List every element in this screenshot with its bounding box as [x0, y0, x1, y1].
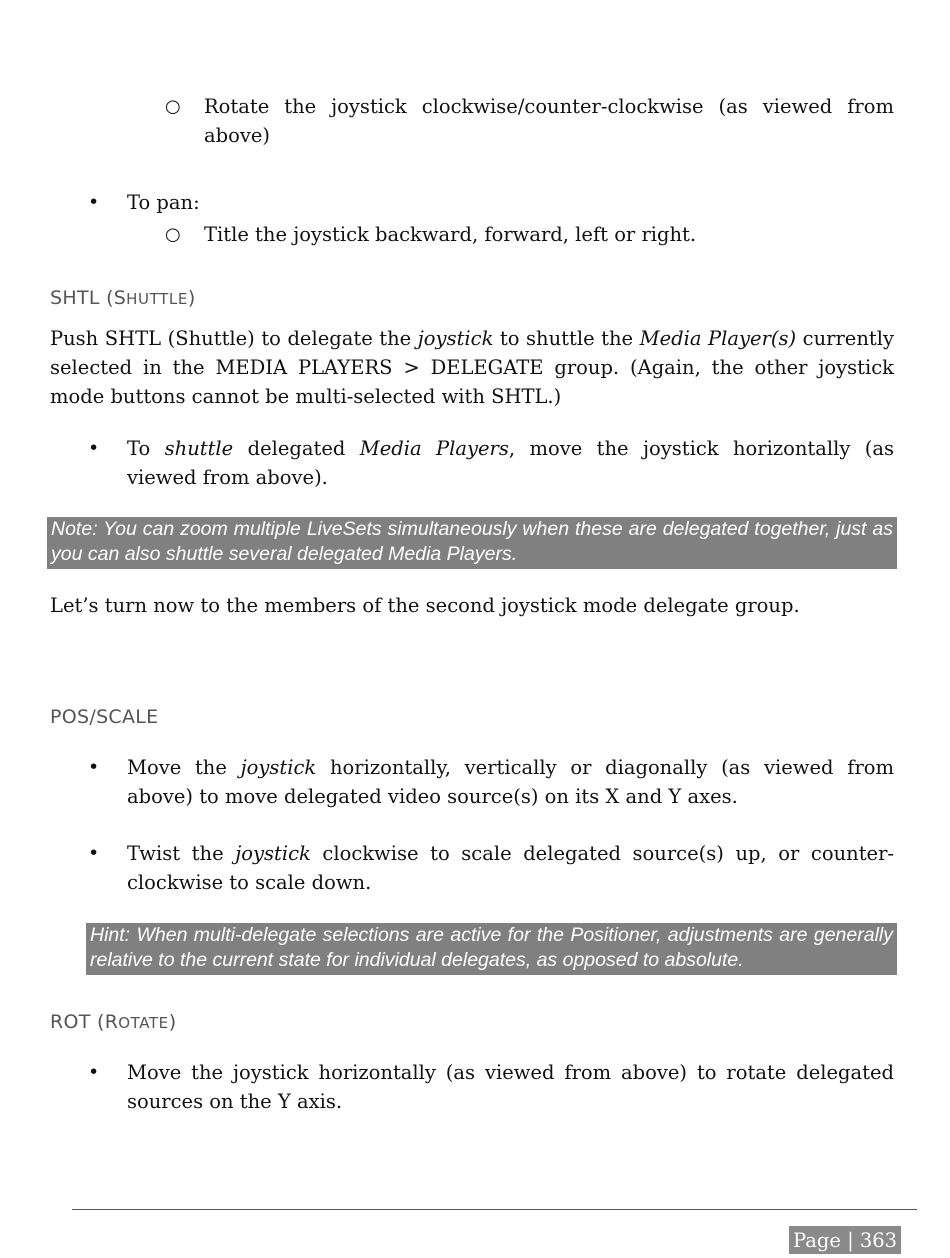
- hint-box: Hint: When multi-delegate selections are active for the Positioner, adjustments are generally relative to the current state for individual delegates, as opposed to absolute.: [86, 923, 897, 975]
- pan-label: To pan:: [127, 191, 200, 214]
- pan-instruction: Title the joystick backward, forward, left or right.: [204, 223, 697, 246]
- page-number: Page | 363: [789, 1226, 901, 1254]
- bullet-marker: •: [88, 756, 100, 778]
- sub-bullet-marker: ○: [165, 224, 181, 245]
- sub-bullet-marker: ○: [165, 96, 181, 117]
- note-box: Note: You can zoom multiple LiveSets simultaneously when these are delegated together, just as you can also shuttle several delegated Media Players.: [47, 517, 897, 569]
- bullet-marker: •: [88, 842, 100, 864]
- transition-paragraph: Let’s turn now to the members of the second joystick mode delegate group.: [50, 594, 800, 617]
- bullet-marker: •: [88, 191, 100, 213]
- rot-bullet: Move the joystick horizontally (as viewed from above) to rotate delegated sources on the Y axis.: [127, 1061, 894, 1113]
- shtl-paragraph: Push SHTL (Shuttle) to delegate the joystick to shuttle the Media Player(s) currently selected in the MEDIA PLAYERS > DELEGATE group. (Again, the other joystick mode buttons cannot be multi-selected with SHTL.): [50, 327, 894, 408]
- rot-heading: ROT (ROTATE): [50, 1011, 177, 1033]
- pos-twist-bullet: Twist the joystick clockwise to scale delegated source(s) up, or counter-clockwise to scale down.: [127, 842, 894, 894]
- rotate-instruction: Rotate the joystick clockwise/counter-clockwise (as viewed from above): [204, 95, 894, 147]
- pos-move-bullet: Move the joystick horizontally, vertically or diagonally (as viewed from above) to move delegated video source(s) on its X and Y axes.: [127, 756, 894, 808]
- shtl-heading: SHTL (SHUTTLE): [50, 287, 196, 309]
- footer-rule: [72, 1209, 917, 1210]
- pos-scale-heading: POS/SCALE: [50, 706, 159, 728]
- bullet-marker: •: [88, 437, 100, 459]
- bullet-marker: •: [88, 1061, 100, 1083]
- shtl-bullet: To shuttle delegated Media Players, move the joystick horizontally (as viewed from above).: [127, 437, 895, 489]
